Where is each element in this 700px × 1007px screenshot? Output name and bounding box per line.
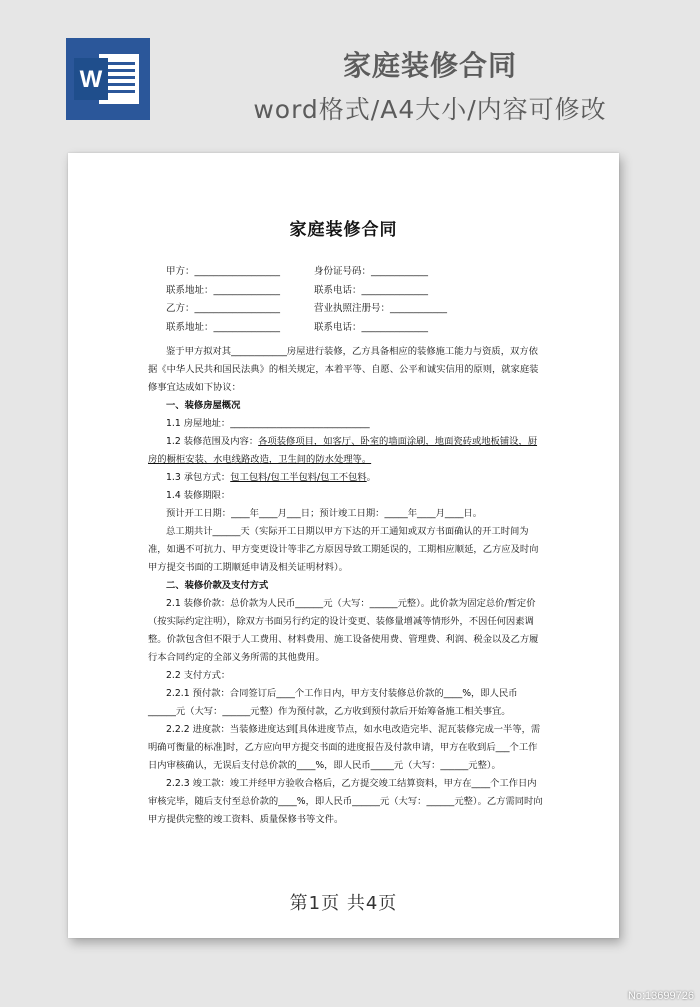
clause-1-1: 1.1 房屋地址：______________________________ — [166, 418, 370, 429]
section-heading: 二、装修价款及支付方式 — [166, 580, 269, 591]
clause-1-2 — [148, 433, 543, 469]
party-field: 乙方：__________________ — [166, 303, 281, 314]
header-title: 家庭装修合同 — [342, 49, 517, 82]
party-field: 联系地址：______________ — [166, 284, 281, 296]
party-field: 联系地址：______________ — [166, 321, 281, 333]
intro-paragraph: 鉴于甲方拟对其____________房屋进行装修，乙方具备相应的装修施工能力与资质，双方依据《中华人民共和国民法典》的相关规定，本着平等、自愿、公平和诚实信用的原则，就家庭装修事宜达成如下协议： — [148, 346, 539, 393]
party-info-block — [166, 263, 546, 337]
document-page — [68, 153, 619, 938]
clause-2-2-1: 2.2.1 预付款：合同签订后____个工作日内，甲方支付装修总价款的____%，即人民币______元（大写：______元整）作为预付款，乙方收到预付款后开始筹备施工相关事宜。 — [148, 688, 518, 717]
party-row — [166, 263, 546, 282]
party-row — [166, 282, 546, 301]
clause-label: 1.3 承包方式： — [166, 472, 231, 483]
word-logo-icon — [66, 38, 150, 120]
clause-underlined-text: 包工包料/包工半包料/包工不包料 — [230, 472, 367, 483]
clause-underlined-text: 各项装修项目，如客厅、卧室的墙面涂刷，地面瓷砖或地板铺设，厨房的橱柜安装、水电线路改造，卫生间的防水处理等。 — [148, 436, 538, 465]
clause-1-3 — [148, 469, 543, 487]
clause-2-1: 2.1 装修价款：总价款为人民币______元（大写：______元整）。此价款为固定总价/暂定价（按实际约定注明），除双方书面另行约定的设计变更、装修量增减等情形外，不因任何因素调整。价款包含但不限于人工费用、材料费用、施工设备使用费、管理费、利润、税金以及乙方履行本合同约定的全部义务所需的其他费用。 — [148, 598, 539, 663]
party-field: 身份证号码：____________ — [314, 266, 429, 277]
clause-2-2-2: 2.2.2 进度款：当装修进度达到[具体进度节点，如水电改造完毕、泥瓦装修完成一半等，需明确可衡量的标准]时，乙方应向甲方提交书面的进度报告及付款申请，甲方在收到后___个工作日内审核确认，无误后支付总价款的____%，即人民币_____元（大写：______元整）。 — [148, 724, 541, 771]
clause-label: 1.2 装修范围及内容： — [166, 436, 259, 447]
clause-1-4-dates: 预计开工日期：____年____月___日；预计竣工日期：_____年____月____日。 — [166, 508, 483, 519]
section-heading: 一、装修房屋概况 — [166, 400, 241, 411]
header-subtitle: word格式/A4大小/内容可修改 — [253, 95, 607, 124]
svg-text:W: W — [79, 66, 103, 93]
party-row — [166, 319, 546, 338]
party-field: 联系电话：______________ — [314, 321, 429, 333]
clause-end: 。 — [366, 472, 376, 483]
party-field: 甲方：__________________ — [166, 266, 281, 277]
party-field: 营业执照注册号：____________ — [314, 303, 448, 314]
party-row — [166, 300, 546, 319]
clause-2-2-3: 2.2.3 竣工款：竣工并经甲方验收合格后，乙方提交竣工结算资料，甲方在____个工作日内审核完毕，随后支付至总价款的____%，即人民币______元（大写：______元整）。乙方需同时向甲方提供完整的竣工资料、质量保修书等文件。 — [148, 778, 543, 825]
contract-body — [148, 343, 543, 829]
page-footer: 第1页 共4页 — [289, 893, 398, 914]
document-title: 家庭装修合同 — [289, 220, 398, 240]
clause-2-2: 2.2 支付方式： — [166, 670, 231, 681]
party-field: 联系电话：______________ — [314, 284, 429, 296]
image-id-watermark: No:13699726 — [627, 990, 694, 1002]
clause-1-4: 1.4 装修期限： — [166, 490, 231, 501]
clause-1-4-total: 总工期共计______天（实际开工日期以甲方下达的开工通知或双方书面确认的开工时间为准，如遇不可抗力、甲方变更设计等非乙方原因导致工期延误的，工期相应顺延，乙方应及时向甲方提交书面的工期顺延申请及相关证明材料）。 — [148, 526, 539, 573]
